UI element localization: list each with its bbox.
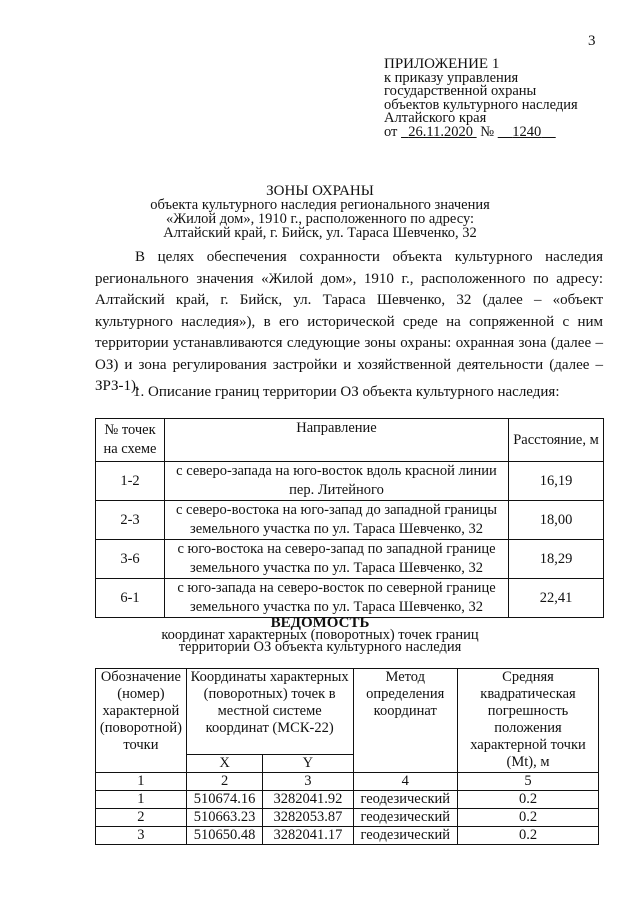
appendix-title: ПРИЛОЖЕНИЕ 1 xyxy=(384,56,500,72)
cell-distance: 22,41 xyxy=(509,579,604,618)
cell-method: геодезический xyxy=(353,791,458,809)
column-number: 4 xyxy=(353,773,458,791)
cell-distance: 18,29 xyxy=(509,540,604,579)
appendix-line: государственной охраны xyxy=(384,83,537,99)
column-number: 2 xyxy=(186,773,263,791)
heading-line: «Жилой дом», 1910 г., расположенного по адресу: xyxy=(165,211,475,227)
table-header-row xyxy=(96,419,604,462)
table-row xyxy=(96,462,604,501)
column-numbers-row xyxy=(96,773,599,791)
cell-points: 3-6 xyxy=(96,540,165,579)
boundaries-table xyxy=(95,418,604,618)
cell-point: 2 xyxy=(96,809,187,827)
header-direction: Направление xyxy=(165,419,509,462)
cell-distance: 18,00 xyxy=(509,501,604,540)
appendix-line: к приказу управления xyxy=(384,69,519,86)
cell-direction: с юго-запада на северо-восток по северной границе земельного участка по ул. Тараса Шевченко, 32 xyxy=(165,579,509,618)
appendix-line: объектов культурного наследия xyxy=(384,96,578,113)
header-error: Средняя квадратическая погрешность положения характерной точки (Mt), м xyxy=(458,669,599,773)
table-row xyxy=(96,827,599,845)
vedomost-title: ВЕДОМОСТЬ xyxy=(270,615,370,631)
cell-distance: 16,19 xyxy=(509,462,604,501)
cell-point: 1 xyxy=(96,791,187,809)
document-heading xyxy=(0,184,640,240)
cell-error: 0.2 xyxy=(458,791,599,809)
heading-title: ЗОНЫ ОХРАНЫ xyxy=(266,183,374,199)
cell-error: 0.2 xyxy=(458,827,599,845)
header-coordinates: Координаты характерных (поворотных) точек в местной системе координат (МСК-22) xyxy=(186,669,353,755)
header-x: X xyxy=(186,755,263,773)
vedomost-line: территории ОЗ объекта культурного наследия xyxy=(178,639,462,655)
intro-paragraph: В целях обеспечения сохранности объекта культурного наследия регионального значения «Жилой дом», 1910 г., расположенного по адресу: Алтайский край, г. Бийск, ул. Тараса Шевченко, 32 (далее – «объект культурного наследия»), в его исторической среде на сопряженной с ним территории устанавливаются следующие зоны охраны: охранная зона (далее – ОЗ) и зона регулирования застройки и хозяйственной деятельности (далее – ЗРЗ-1). xyxy=(95,249,603,394)
heading-line: объекта культурного наследия регионального значения xyxy=(150,197,490,213)
cell-method: геодезический xyxy=(353,827,458,845)
page-number: 3 xyxy=(588,33,596,49)
appendix-line: Алтайского края xyxy=(384,110,487,126)
cell-y: 3282053.87 xyxy=(263,809,353,827)
column-number: 3 xyxy=(263,773,353,791)
cell-y: 3282041.92 xyxy=(263,791,353,809)
cell-point: 3 xyxy=(96,827,187,845)
table-row xyxy=(96,579,604,618)
header-points: № точек на схеме xyxy=(96,419,165,462)
header-designation: Обозначение (номер) характерной (поворотной) точки xyxy=(96,669,187,773)
cell-y: 3282041.17 xyxy=(263,827,353,845)
appendix-block xyxy=(384,58,578,139)
table-row xyxy=(96,540,604,579)
header-y: Y xyxy=(263,755,353,773)
table-header-row xyxy=(96,669,599,755)
column-number: 5 xyxy=(458,773,599,791)
table-row xyxy=(96,791,599,809)
order-date: 26.11.2020 xyxy=(408,123,473,140)
order-number: 1240 xyxy=(512,123,542,140)
table-row xyxy=(96,501,604,540)
table-row xyxy=(96,809,599,827)
section-title: 1. Описание границ территории ОЗ объекта культурного наследия: xyxy=(133,384,560,400)
cell-method: геодезический xyxy=(353,809,458,827)
cell-x: 510674.16 xyxy=(186,791,263,809)
cell-direction: с северо-запада на юго-восток вдоль красной линии пер. Литейного xyxy=(165,462,509,501)
cell-points: 1-2 xyxy=(96,462,165,501)
cell-direction: с юго-востока на северо-запад по западной границе земельного участка по ул. Тараса Шевченко, 32 xyxy=(165,540,509,579)
cell-x: 510650.48 xyxy=(186,827,263,845)
cell-points: 6-1 xyxy=(96,579,165,618)
header-distance: Расстояние, м xyxy=(509,419,604,462)
vedomost-line: координат характерных (поворотных) точек границ xyxy=(161,627,479,643)
number-prefix: № xyxy=(480,123,495,140)
cell-error: 0.2 xyxy=(458,809,599,827)
date-prefix: от xyxy=(384,123,398,140)
cell-x: 510663.23 xyxy=(186,809,263,827)
cell-direction: с северо-востока на юго-запад до западной границы земельного участка по ул. Тараса Шевченко, 32 xyxy=(165,501,509,540)
coordinates-table xyxy=(95,668,599,845)
header-method: Метод определения координат xyxy=(353,669,458,773)
vedomost-heading xyxy=(0,617,640,653)
heading-line: Алтайский край, г. Бийск, ул. Тараса Шевченко, 32 xyxy=(163,225,477,241)
cell-points: 2-3 xyxy=(96,501,165,540)
appendix-date-line xyxy=(384,123,578,140)
column-number: 1 xyxy=(96,773,187,791)
